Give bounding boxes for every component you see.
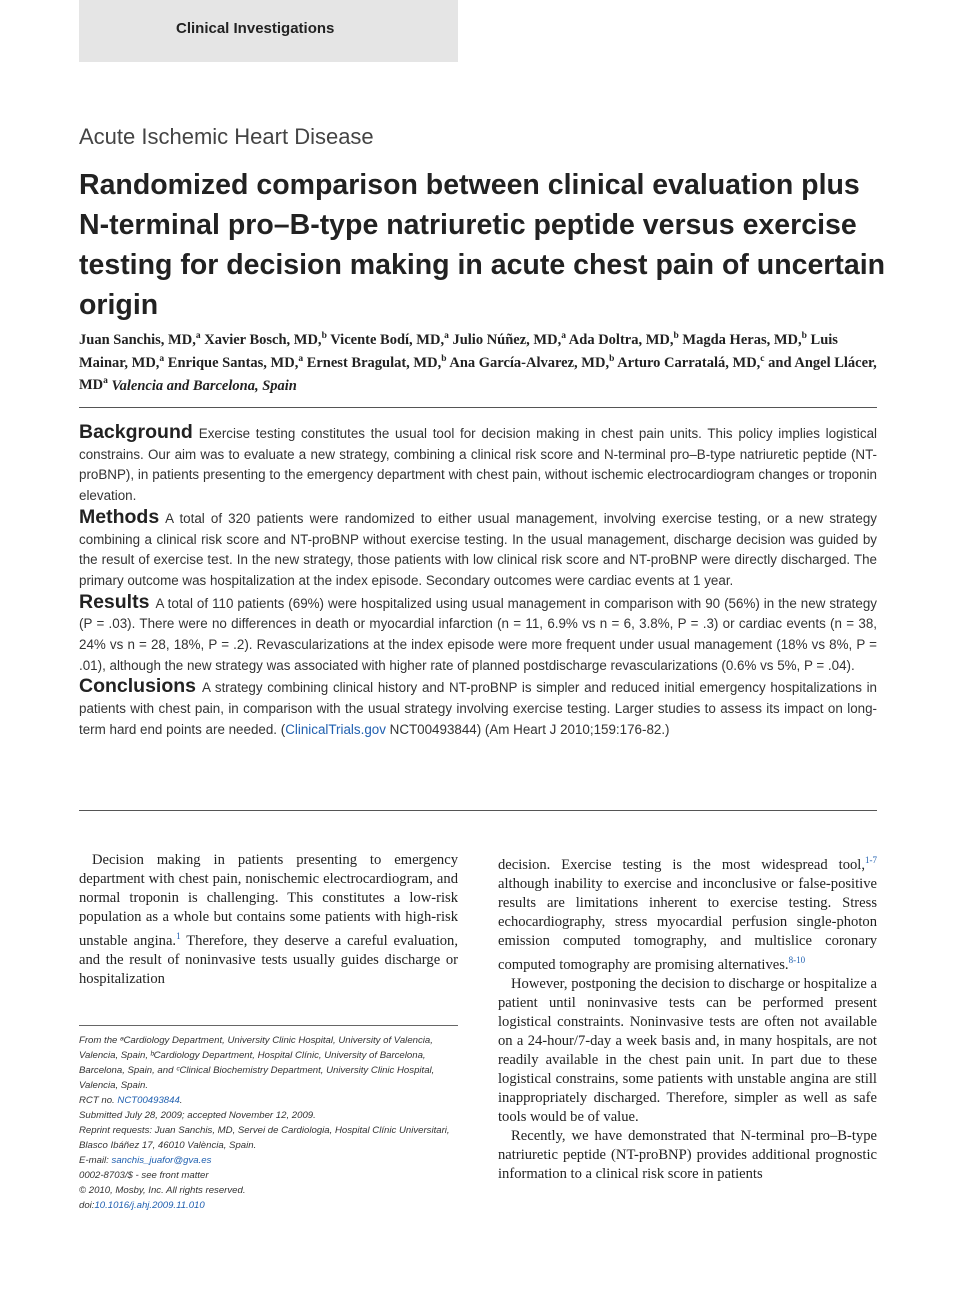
reference-link[interactable]: 1-7 xyxy=(865,855,877,865)
conclusions-tail: NCT00493844) (Am Heart J 2010;159:176-82.) xyxy=(385,721,670,737)
body-left-column xyxy=(79,851,458,989)
rct-link[interactable]: NCT00493844 xyxy=(117,1095,180,1106)
journal-section-label: Clinical Investigations xyxy=(176,20,335,37)
doi-note xyxy=(79,1198,458,1213)
affiliation-marker: b xyxy=(609,353,615,364)
email-link[interactable]: sanchis_juafor@gva.es xyxy=(111,1155,212,1166)
author-name: Ernest Bragulat, MD, xyxy=(306,354,442,371)
abstract-methods xyxy=(79,507,877,592)
abstract xyxy=(79,422,877,741)
affiliation-marker: a xyxy=(103,376,108,387)
paragraph-text: decision. Exercise testing is the most widespread tool, xyxy=(498,856,865,873)
rct-tail: . xyxy=(179,1095,183,1106)
affiliation-marker: a xyxy=(195,331,201,341)
affiliations-note: From the ᵃCardiology Department, University Clinic Hospital, University of Valencia, Valencia, Spain, ᵇCardiology Department, Hospital Clínic, University of Barcelona, Barcelona, Spain, and ᶜClinical Biochemistry Department, University Clinic Hospital, Valencia, Spain. xyxy=(79,1035,435,1091)
body-paragraph xyxy=(498,1127,877,1184)
author-name: Juan Sanchis, MD, xyxy=(79,331,196,348)
affiliation-marker: b xyxy=(321,331,327,341)
affiliation-marker: a xyxy=(444,331,449,341)
author-name: Luis Mainar, MD, xyxy=(79,331,838,371)
author-list xyxy=(79,327,889,395)
abstract-bottom-divider xyxy=(79,810,877,811)
affiliation-marker: b xyxy=(441,353,447,364)
email-note xyxy=(79,1153,458,1168)
author-location: Valencia and Barcelona, Spain xyxy=(111,377,297,394)
author-name: Arturo Carratalá, MD, xyxy=(617,354,761,371)
paragraph-text: Therefore, they deserve a careful evaluation, and the result of noninvasive tests usually guides discharge or hospitalization xyxy=(79,932,458,987)
abstract-results xyxy=(79,592,877,677)
paragraph-text: Recently, we have demonstrated that N-terminal pro–B-type natriuretic peptide (NT-proBNP) provides additional prognostic information to a clinical risk score in patients xyxy=(498,1127,877,1182)
affiliation-marker: b xyxy=(673,331,679,341)
clinicaltrials-link[interactable]: ClinicalTrials.gov xyxy=(285,721,386,737)
body-paragraph xyxy=(79,851,458,989)
article-footnotes xyxy=(79,1033,458,1213)
author-name: Magda Heras, MD, xyxy=(682,331,802,348)
issn-note: 0002-8703/$ - see front matter xyxy=(79,1170,209,1181)
article-title: Randomized comparison between clinical evaluation plus N-terminal pro–B-type natriuretic peptide versus exercise testing for decision making in acute chest pain of uncertain origin xyxy=(79,169,886,321)
body-right-column xyxy=(498,851,877,1184)
reference-link[interactable]: 8-10 xyxy=(788,954,806,965)
affiliation-marker: a xyxy=(561,331,566,341)
abstract-background xyxy=(79,422,877,507)
abstract-top-divider xyxy=(79,407,877,408)
submitted-note: Submitted July 28, 2009; accepted November 12, 2009. xyxy=(79,1110,316,1121)
rct-note xyxy=(79,1093,458,1108)
footnote-divider xyxy=(79,1025,458,1026)
journal-section-header xyxy=(79,0,458,62)
affiliation-marker: a xyxy=(298,353,304,364)
reprint-note: Reprint requests: Juan Sanchis, MD, Servei de Cardiologia, Hospital Clínic Universitari, Blasco Ibáñez 17, 46010 València, Spain. xyxy=(79,1125,450,1151)
rct-label: RCT no. xyxy=(79,1095,118,1106)
author-name: Vicente Bodí, MD, xyxy=(330,331,445,348)
reference-link[interactable]: 1 xyxy=(176,931,181,941)
paragraph-text: However, postponing the decision to discharge or hospitalize a patient until noninvasive tests can be performed present logistical constraints. Noninvasive tests are often not available on a 24-hour/7-day a week basis and, in many hospitals, are not readily available in the chest pain unit. In part due to these logistical constrains, some patients with unstable angina are still inappropriately discharged. Therefore, simpler as well as safe tools would be of value. xyxy=(498,975,877,1125)
author-name: Enrique Santas, MD, xyxy=(167,354,299,371)
results-text: A total of 110 patients (69%) were hospitalized using usual management in comparison with 90 (56%) in the new strategy (P = .03). There were no differences in death or myocardial infarction (n = 11, 6.9% vs n = 6, 3.8%, P = .3) or cardiac events (n = 38, 24% vs n = 28, 18%, P = .2). Revascularizations at the index episode were more frequent under usual management (18% vs 8%, P = .01), although the new strategy was associated with higher rate of planned postdischarge revascularizations (0.6% vs 5%, P = .04). xyxy=(79,595,877,673)
paragraph-text: Decision making in patients presenting to emergency department with chest pain, nonischemic electrocardiogram, and normal troponin is challenging. This constitutes a low-risk population as a whole but contains some patients with high-risk unstable angina. xyxy=(79,852,458,949)
abstract-conclusions xyxy=(79,676,877,740)
article-category: Acute Ischemic Heart Disease xyxy=(79,124,374,149)
background-text: Exercise testing constitutes the usual tool for decision making in chest pain units. This policy implies logistical constrains. Our aim was to evaluate a new strategy, combining a clinical risk score and N-terminal pro–B-type natriuretic peptide (NT-proBNP), in patients presenting to the emergency department with chest pain, without ischemic electrocardiogram changes or troponin elevation. xyxy=(79,426,877,504)
author-name: Ana García-Alvarez, MD, xyxy=(449,354,610,371)
doi-label: doi: xyxy=(79,1200,95,1211)
conclusions-text: A strategy combining clinical history and NT-proBNP is simpler and reduced initial emergency hospitalizations in patients with chest pain, in comparison with the usual strategy involving exercise testing. Larger studies to assess its impact on long-term hard end points are needed. ( xyxy=(79,680,877,737)
author-name: Ada Doltra, MD, xyxy=(568,331,674,348)
body-paragraph xyxy=(498,851,877,975)
copyright-note: © 2010, Mosby, Inc. All rights reserved. xyxy=(79,1185,246,1196)
affiliation-marker: b xyxy=(801,331,807,341)
author-name: Julio Núñez, MD, xyxy=(452,331,562,348)
author-name: and Angel Llácer, MD xyxy=(79,354,877,394)
methods-text: A total of 320 patients were randomized to either usual management, involving exercise testing, or a new strategy combining a clinical risk score and NT-proBNP without exercise testing. In the usual management, discharge decision was guided by the result of exercise test. In the new strategy, those patients with low clinical risk score and NT-proBNP were directly discharged. The primary outcome was hospitalization at the index episode. Secondary outcomes were cardiac events at 1 year. xyxy=(79,510,877,588)
affiliation-marker: c xyxy=(760,353,765,364)
doi-link[interactable]: 10.1016/j.ahj.2009.11.010 xyxy=(94,1200,205,1211)
paragraph-text: although inability to exercise and inconclusive or false-positive results are limitations inherent to exercise testing. Stress echocardiography, stress myocardial perfusion single-photon emission computed tomography, and multislice coronary computed tomography are promising alternatives. xyxy=(498,875,877,973)
methods-heading: Methods xyxy=(79,505,160,528)
results-heading: Results xyxy=(79,590,150,613)
conclusions-heading: Conclusions xyxy=(79,675,197,698)
affiliation-marker: a xyxy=(159,353,165,364)
author-name: Xavier Bosch, MD, xyxy=(204,331,322,348)
background-heading: Background xyxy=(79,421,193,443)
email-label: E-mail: xyxy=(79,1155,112,1166)
body-paragraph xyxy=(498,975,877,1127)
